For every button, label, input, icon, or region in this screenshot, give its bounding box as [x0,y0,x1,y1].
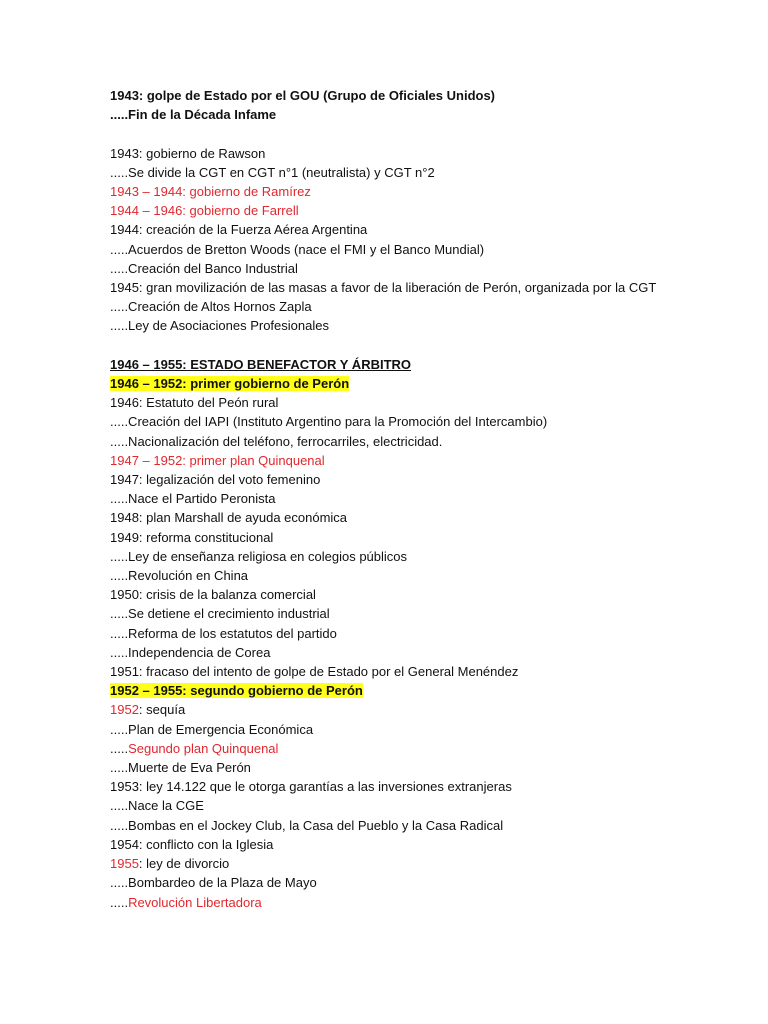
eva-peron-death-line: .....Muerte de Eva Perón [110,760,251,776]
party-statutes-line: .....Reforma de los estatutos del partido [110,625,337,641]
law-14122-line: 1953: ley 14.122 que le otorga garantías a las inversiones extranjeras [110,779,512,795]
drought-line [110,700,670,719]
altos-hornos-line: .....Creación de Altos Hornos Zapla [110,299,312,315]
estatuto-peon-line: 1946: Estatuto del Peón rural [110,395,279,411]
divorce-text: : ley de divorcio [138,856,230,872]
bombs-line: .....Bombas en el Jockey Club, la Casa del Pueblo y la Casa Radical [110,817,504,833]
menendez-coup-line: 1951: fracaso del intento de golpe de Estado por el General Menéndez [110,664,519,680]
female-vote-line: 1947: legalización del voto femenino [110,472,321,488]
drought-text: : sequía [138,702,186,718]
end-infamous-decade-line: .....Fin de la Década Infame [110,107,277,123]
peronist-party-line: .....Nace el Partido Peronista [110,491,276,507]
asociaciones-line: .....Ley de Asociaciones Profesionales [110,318,329,334]
first-government-line [110,374,670,393]
industrial-halt-line: .....Se detiene el crecimiento industrial [110,606,330,622]
drought-year: 1952 [110,702,139,718]
korea-independence-line: .....Independencia de Corea [110,644,271,660]
spacer [110,124,670,143]
first-government-highlight: 1946 – 1952: primer gobierno de Perón [110,376,350,392]
gou-coup-line: 1943: golpe de Estado por el GOU (Grupo de Oficiales Unidos) [110,88,496,103]
section-heading [110,355,670,374]
nationalization-line: .....Nacionalización del teléfono, ferrocarriles, electricidad. [110,433,443,449]
constitutional-reform-line: 1949: reforma constitucional [110,529,274,545]
section-heading-text: 1946 – 1955: ESTADO BENEFACTOR Y ÁRBITRO [110,356,412,372]
dots: ..... [110,894,129,910]
cgt-split-line: .....Se divide la CGT en CGT n°1 (neutralista) y CGT n°2 [110,164,435,180]
cge-line: .....Nace la CGE [110,798,204,814]
second-five-year-plan-line [110,739,670,758]
marshall-plan-line: 1948: plan Marshall de ayuda económica [110,510,348,526]
divorce-law-line [110,854,670,873]
banco-industrial-line: .....Creación del Banco Industrial [110,260,298,276]
iapi-line: .....Creación del IAPI (Instituto Argentino para la Promoción del Intercambio) [110,414,548,430]
emergency-plan-line: .....Plan de Emergencia Económica [110,721,314,737]
ramirez-line: 1943 – 1944: gobierno de Ramírez [110,184,311,199]
china-revolution-line: .....Revolución en China [110,568,249,584]
second-government-highlight: 1952 – 1955: segundo gobierno de Perón [110,683,363,699]
dots: ..... [110,740,129,756]
rawson-line: 1943: gobierno de Rawson [110,145,266,161]
spacer [110,336,670,355]
church-conflict-line: 1954: conflicto con la Iglesia [110,836,274,852]
bretton-woods-line: .....Acuerdos de Bretton Woods (nace el FMI y el Banco Mundial) [110,241,485,257]
divorce-year: 1955 [110,856,139,872]
religious-education-line: .....Ley de enseñanza religiosa en colegios públicos [110,548,408,564]
plaza-bombing-line: .....Bombardeo de la Plaza de Mayo [110,875,317,891]
first-five-year-plan-line: 1947 – 1952: primer plan Quinquenal [110,452,325,468]
second-five-year-plan-text: Segundo plan Quinquenal [128,740,279,756]
mobilization-line: 1945: gran movilización de las masas a favor de la liberación de Perón, organizada por la CGT [110,280,657,296]
air-force-line: 1944: creación de la Fuerza Aérea Argentina [110,222,368,238]
farrell-line: 1944 – 1946: gobierno de Farrell [110,203,299,219]
second-government-line [110,681,670,700]
libertadora-text: Revolución Libertadora [128,894,262,910]
balance-crisis-line: 1950: crisis de la balanza comercial [110,587,316,603]
libertadora-line [110,893,670,912]
document-page [110,86,670,912]
